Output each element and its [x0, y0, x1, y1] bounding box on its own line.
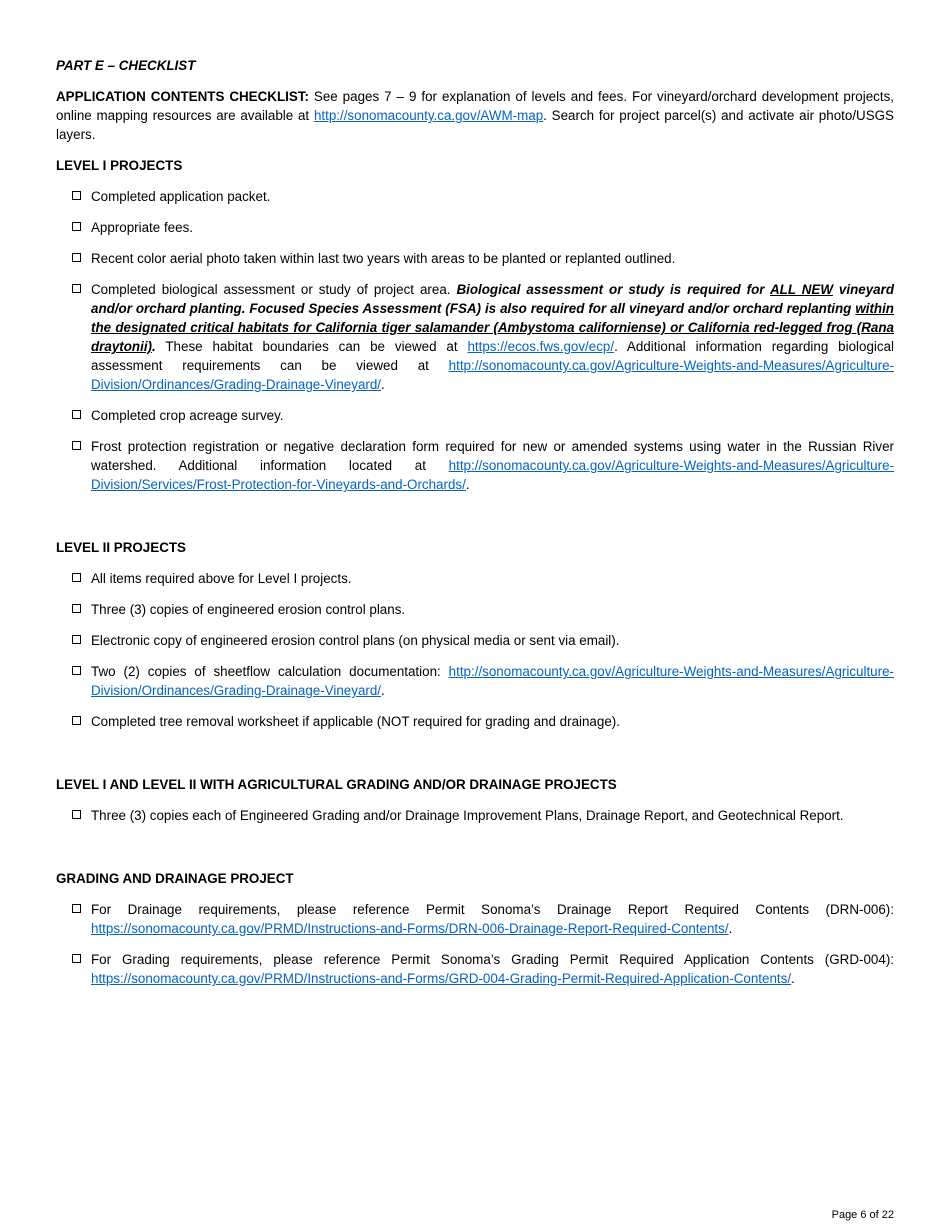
bio-bold-1: Biological assessment or study is required for [456, 282, 770, 297]
grading-text-1: For Grading requirements, please reference Permit Sonoma’s Grading Permit Required Application Contents (GRD-004): [91, 952, 894, 967]
checklist-item [56, 712, 894, 731]
ecos-link[interactable]: https://ecos.fws.gov/ecp/ [467, 339, 615, 354]
checkbox[interactable] [72, 441, 81, 450]
checkbox[interactable] [72, 904, 81, 913]
checklist-item-biological [56, 280, 894, 394]
bio-text-3: . Additional information regarding biological assessment requirements can be viewed at [91, 339, 894, 373]
sheetflow-text-1: Two (2) copies of sheetflow calculation documentation: [91, 664, 449, 679]
item-text: Three (3) copies of engineered erosion control plans. [91, 602, 406, 617]
bio-bold-3: . [152, 339, 156, 354]
frost-text-2: . [465, 477, 470, 492]
checklist-item-drainage [56, 900, 894, 938]
intro-paragraph [56, 87, 894, 144]
checkbox[interactable] [72, 410, 81, 419]
item-text: All items required above for Level I projects. [91, 571, 352, 586]
item-text: Electronic copy of engineered erosion control plans (on physical media or sent via email). [91, 633, 620, 648]
checkbox[interactable] [72, 716, 81, 725]
checklist-item-frost [56, 437, 894, 494]
sheetflow-text-2: . [381, 683, 385, 698]
bio-bold-underline-1: ALL NEW [769, 282, 833, 297]
drainage-text-1: For Drainage requirements, please reference Permit Sonoma’s Drainage Report Required Contents (DRN-006): [91, 902, 894, 917]
level1-heading: LEVEL I PROJECTS [56, 158, 183, 173]
bio-text-4: . [381, 377, 385, 392]
drainage-text-2: . [728, 921, 733, 936]
intro-label: APPLICATION CONTENTS CHECKLIST: [56, 89, 309, 104]
item-text: Appropriate fees. [91, 220, 193, 235]
checklist-item [56, 406, 894, 425]
document-page [56, 56, 894, 1000]
checkbox[interactable] [72, 191, 81, 200]
awm-map-link[interactable]: http://sonomacounty.ca.gov/AWM-map [313, 108, 544, 123]
sheetflow-link[interactable]: http://sonomacounty.ca.gov/Agriculture-Weights-and-Measures/Agriculture-Division/Ordinances/Grading-Drainage-Vineyard/ [91, 664, 894, 698]
grading-text-2: . [791, 971, 795, 986]
grd-004-link[interactable]: https://sonomacounty.ca.gov/PRMD/Instructions-and-Forms/GRD-004-Grading-Permit-Required-Application-Contents/ [91, 971, 792, 986]
item-text: Completed application packet. [91, 189, 271, 204]
level1-checklist [56, 187, 894, 494]
checkbox[interactable] [72, 954, 81, 963]
drn-006-link[interactable]: https://sonomacounty.ca.gov/PRMD/Instructions-and-Forms/DRN-006-Drainage-Report-Required-Contents/ [91, 921, 729, 936]
bio-bold-2: vineyard and/or orchard planting. Focused Species Assessment (FSA) is also required for all vineyard and/or orchard replanting [91, 282, 895, 316]
bio-bold-underline-2: within the designated critical habitats for California tiger salamander (Ambystoma californiense) or California red-legged frog (Rana draytonii) [91, 301, 894, 354]
level12-grading-checklist [56, 806, 894, 825]
checklist-item [56, 600, 894, 619]
checkbox[interactable] [72, 635, 81, 644]
intro-text-2: . Search for project parcel(s) and activate air photo/USGS layers. [56, 108, 894, 142]
checkbox[interactable] [72, 604, 81, 613]
checkbox[interactable] [72, 573, 81, 582]
level2-heading: LEVEL II PROJECTS [56, 540, 186, 555]
checkbox[interactable] [72, 666, 81, 675]
checklist-item [56, 806, 894, 825]
item-text: Recent color aerial photo taken within last two years with areas to be planted or replanted outlined. [91, 251, 676, 266]
part-title: PART E – CHECKLIST [56, 58, 196, 73]
grading-drainage-checklist [56, 900, 894, 988]
level2-checklist [56, 569, 894, 731]
checkbox[interactable] [72, 284, 81, 293]
checklist-item [56, 218, 894, 237]
grading-drainage-heading: GRADING AND DRAINAGE PROJECT [56, 871, 294, 886]
checkbox[interactable] [72, 222, 81, 231]
frost-text-1: Frost protection registration or negative declaration form required for new or amended systems using water in the Russian River watershed. Additional information located at [91, 439, 894, 473]
frost-protection-link[interactable]: http://sonomacounty.ca.gov/Agriculture-Weights-and-Measures/Agriculture-Division/Services/Frost-Protection-for-Vineyards-and-Orchards/ [91, 458, 894, 492]
item-text: Completed tree removal worksheet if applicable (NOT required for grading and drainage). [91, 714, 620, 729]
bio-text-1: Completed biological assessment or study of project area. [91, 282, 457, 297]
page-number: Page 6 of 22 [831, 1209, 894, 1221]
bio-text-2: These habitat boundaries can be viewed at [155, 339, 468, 354]
item-text: Three (3) copies each of Engineered Grading and/or Drainage Improvement Plans, Drainage Report, and Geotechnical Report. [91, 808, 844, 823]
checklist-item [56, 631, 894, 650]
level12-grading-heading: LEVEL I AND LEVEL II WITH AGRICULTURAL GRADING AND/OR DRAINAGE PROJECTS [56, 777, 617, 792]
grading-drainage-vineyard-link[interactable]: http://sonomacounty.ca.gov/Agriculture-Weights-and-Measures/Agriculture-Division/Ordinances/Grading-Drainage-Vineyard/ [91, 358, 894, 392]
checklist-item [56, 249, 894, 268]
checklist-item [56, 569, 894, 588]
checklist-item [56, 187, 894, 206]
intro-text-1: See pages 7 – 9 for explanation of levels and fees. For vineyard/orchard development projects, online mapping resources are available at [56, 89, 894, 123]
checkbox[interactable] [72, 253, 81, 262]
checklist-item-grading [56, 950, 894, 988]
checkbox[interactable] [72, 810, 81, 819]
item-text: Completed crop acreage survey. [91, 408, 284, 423]
checklist-item-sheetflow [56, 662, 894, 700]
